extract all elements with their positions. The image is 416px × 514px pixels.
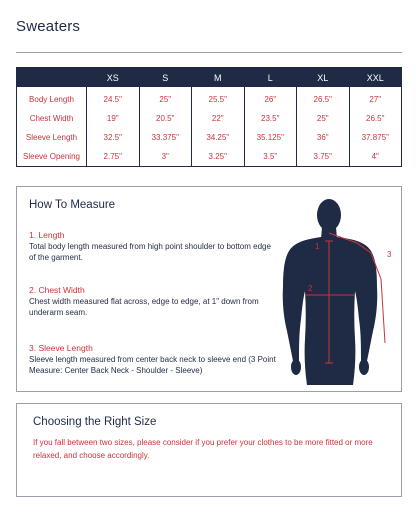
table-cell: 25.5" xyxy=(192,87,245,109)
table-cell: 4" xyxy=(349,147,402,167)
measure-step-chest-width xyxy=(29,285,279,318)
table-row xyxy=(17,128,402,147)
table-cell: 34.25" xyxy=(192,128,245,147)
header-corner xyxy=(17,68,87,88)
table-cell: 25" xyxy=(139,87,192,109)
row-label: Sleeve Opening xyxy=(17,147,87,167)
figure-label-2: 2 xyxy=(308,284,313,293)
size-header: L xyxy=(244,68,297,88)
size-header: M xyxy=(192,68,245,88)
figure-label-1: 1 xyxy=(315,242,320,251)
table-cell: 22" xyxy=(192,109,245,128)
table-cell: 26.5" xyxy=(349,109,402,128)
size-header: XXL xyxy=(349,68,402,88)
table-cell: 37.875" xyxy=(349,128,402,147)
table-cell: 19" xyxy=(87,109,140,128)
table-cell: 26.5" xyxy=(297,87,350,109)
table-row xyxy=(17,147,402,167)
table-cell: 35.125" xyxy=(244,128,297,147)
body-measurement-figure xyxy=(279,195,397,387)
size-header: XL xyxy=(297,68,350,88)
size-header-row xyxy=(17,68,402,88)
step-description: Sleeve length measured from center back neck to sleeve end (3 Point Measure: Center Back Neck - Shoulder - Sleeve) xyxy=(29,355,276,375)
page-title: Sweaters xyxy=(16,18,81,35)
row-label: Sleeve Length xyxy=(17,128,87,147)
table-cell: 3" xyxy=(139,147,192,167)
table-row xyxy=(17,109,402,128)
figure-label-3: 3 xyxy=(387,250,392,259)
table-cell: 3.25" xyxy=(192,147,245,167)
table-cell: 25" xyxy=(297,109,350,128)
table-cell: 33.375" xyxy=(139,128,192,147)
table-cell: 27" xyxy=(349,87,402,109)
table-row xyxy=(17,87,402,109)
table-cell: 23.5" xyxy=(244,109,297,128)
table-cell: 2.75" xyxy=(87,147,140,167)
size-header: XS xyxy=(87,68,140,88)
size-chart-table xyxy=(16,67,402,167)
choosing-size-text: If you fall between two sizes, please consider if you prefer your clothes to be more fitted or more relaxed, and choose accordingly. xyxy=(33,438,373,460)
title-divider xyxy=(16,52,402,53)
torso-silhouette xyxy=(283,199,378,385)
row-label: Chest Width xyxy=(17,109,87,128)
table-cell: 3.75" xyxy=(297,147,350,167)
choosing-size-heading: Choosing the Right Size xyxy=(33,416,157,428)
measure-step-sleeve-length xyxy=(29,343,279,376)
step-description: Chest width measured flat across, edge to edge, at 1" down from underarm seam. xyxy=(29,297,259,317)
table-cell: 24.5" xyxy=(87,87,140,109)
table-cell: 36" xyxy=(297,128,350,147)
row-label: Body Length xyxy=(17,87,87,109)
table-cell: 26" xyxy=(244,87,297,109)
step-description: Total body length measured from high point shoulder to bottom edge of the garment. xyxy=(29,242,271,262)
table-cell: 20.5" xyxy=(139,109,192,128)
table-cell: 32.5" xyxy=(87,128,140,147)
measure-step-length xyxy=(29,230,279,263)
step-title: 2. Chest Width xyxy=(29,285,85,295)
size-header: S xyxy=(139,68,192,88)
how-to-measure-panel xyxy=(16,186,402,392)
choosing-size-panel xyxy=(16,403,402,497)
step-title: 1. Length xyxy=(29,230,65,240)
how-to-measure-heading: How To Measure xyxy=(29,199,116,211)
step-title: 3. Sleeve Length xyxy=(29,343,93,353)
table-cell: 3.5" xyxy=(244,147,297,167)
